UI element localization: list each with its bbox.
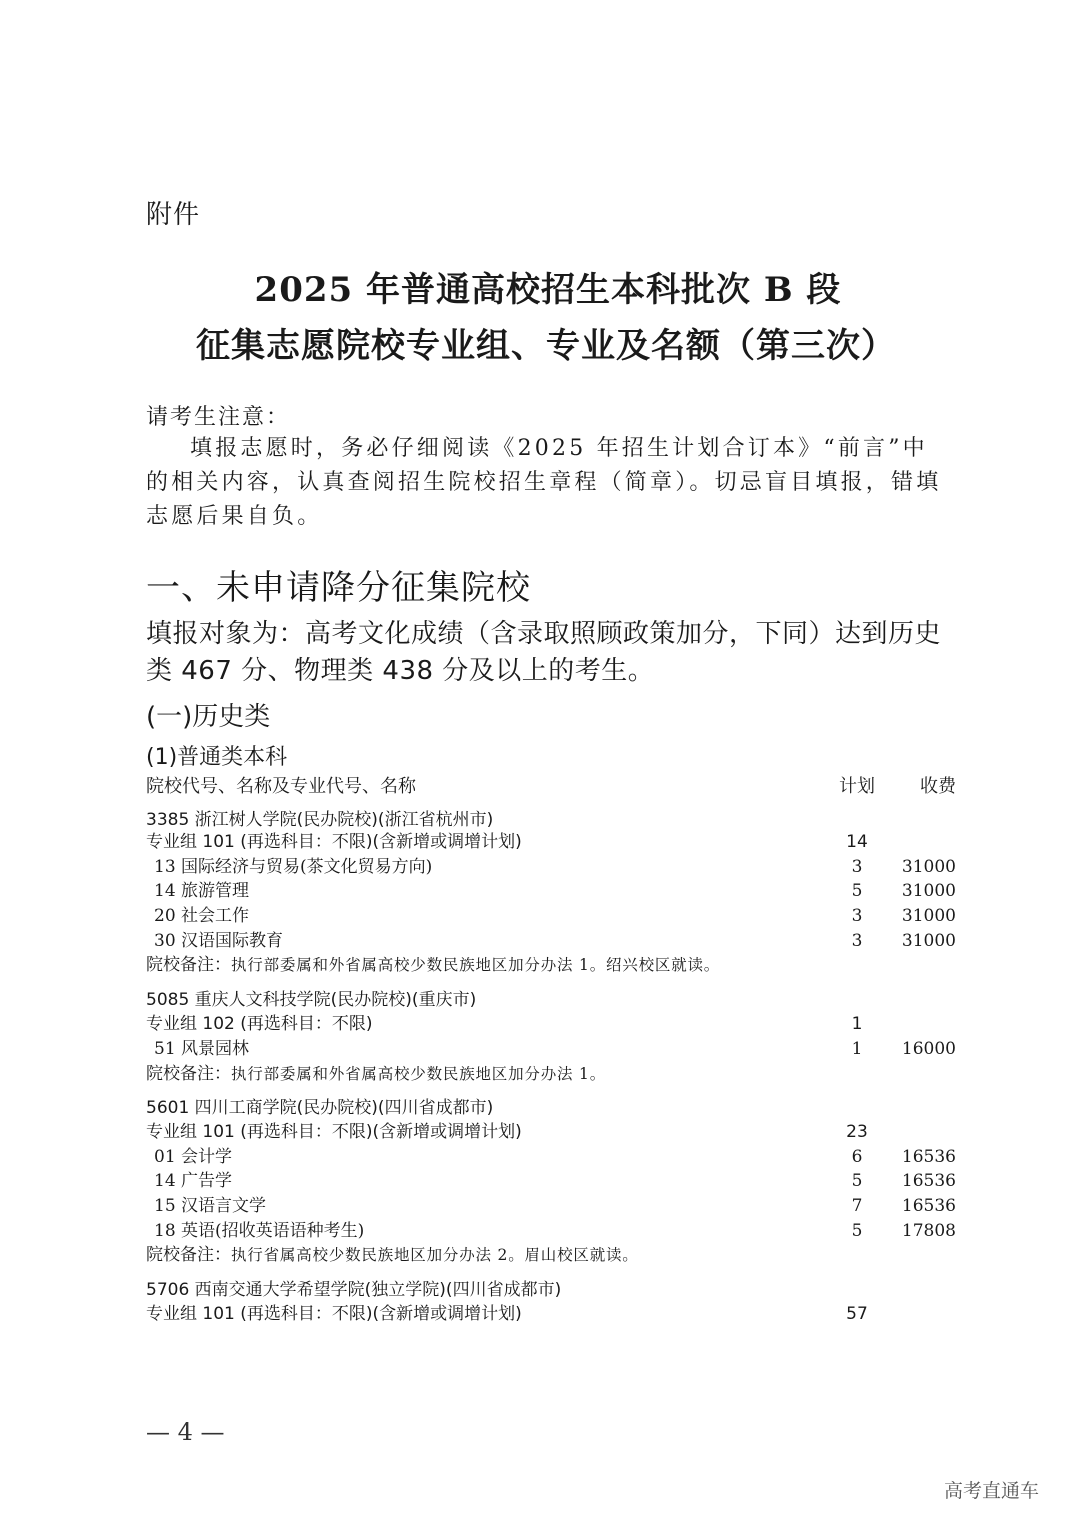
tuition-fee: 16536 (901, 1196, 956, 1216)
category-heading: (1)普通类本科 (146, 745, 288, 770)
header-fee-column: 收费 (920, 776, 956, 797)
major-text: 14 旅游管理 (154, 881, 250, 901)
plan-count: 23 (846, 1122, 868, 1142)
tuition-fee: 16000 (901, 1039, 956, 1059)
table-row-major (146, 1194, 956, 1219)
table-row-group (146, 1120, 956, 1145)
major-text: 51 风景园林 (154, 1039, 250, 1059)
note-text (146, 953, 720, 977)
note-label: 院校备注： (146, 955, 231, 975)
notice-body: 填报志愿时，务必仔细阅读《2025 年招生计划合订本》“前言”中的相关内容，认真查阅招生院校招生章程（简章）。切忌盲目填报，错填志愿后果自负。 (146, 436, 942, 529)
plan-count: 3 (851, 931, 863, 951)
table-row-major (146, 1145, 956, 1170)
table-row-group (146, 830, 956, 855)
table-row-major (146, 879, 956, 904)
attachment-label: 附件 (146, 200, 201, 230)
plan-count: 7 (851, 1196, 863, 1216)
table-row-school (146, 1096, 956, 1121)
major-text: 13 国际经济与贸易(茶文化贸易方向) (154, 857, 433, 877)
plan-count: 1 (851, 1014, 863, 1034)
group-text: 专业组 101 (再选科目：不限)(含新增或调增计划) (146, 1122, 522, 1142)
major-text: 18 英语(招收英语语种考生) (154, 1221, 365, 1241)
section-target-description: 填报对象为：高考文化成绩（含录取照顾政策加分，下同）达到历史类 467 分、物理类 438 分及以上的考生。 (146, 619, 942, 686)
notice-heading: 请考生注意： (146, 405, 291, 430)
table-row-note (146, 1062, 956, 1087)
table-header (146, 772, 956, 798)
table-row-major (146, 1037, 956, 1062)
table-row-group (146, 1302, 956, 1327)
group-text: 专业组 101 (再选科目：不限)(含新增或调增计划) (146, 1304, 522, 1324)
note-label: 院校备注： (146, 1245, 231, 1265)
plan-count: 3 (851, 857, 863, 877)
plan-count: 5 (851, 1171, 863, 1191)
table-row-note (146, 953, 956, 978)
major-text: 20 社会工作 (154, 906, 250, 926)
tuition-fee: 16536 (901, 1171, 956, 1191)
table-row-school (146, 1278, 956, 1303)
subsection-heading: (一)历史类 (146, 702, 271, 732)
school-text: 3385 浙江树人学院(民办院校)(浙江省杭州市) (146, 810, 494, 830)
note-text (146, 1062, 606, 1086)
plan-count: 57 (846, 1304, 868, 1324)
tuition-fee: 31000 (901, 881, 956, 901)
note-body: 执行部委属和外省属高校少数民族地区加分办法 1。绍兴校区就读。 (231, 956, 721, 974)
tuition-fee: 31000 (901, 931, 956, 951)
document-title-line-2: 征集志愿院校专业组、专业及名额（第三次） (196, 326, 896, 366)
table-row-major (146, 1169, 956, 1194)
table-row-major (146, 904, 956, 929)
table-row-school (146, 988, 956, 1013)
school-text: 5085 重庆人文科技学院(民办院校)(重庆市) (146, 990, 477, 1010)
plan-count: 5 (851, 881, 863, 901)
note-body: 执行省属高校少数民族地区加分办法 2。眉山校区就读。 (231, 1246, 639, 1264)
major-text: 30 汉语国际教育 (154, 931, 284, 951)
tuition-fee: 31000 (901, 906, 956, 926)
table-row-group (146, 1012, 956, 1037)
group-text: 专业组 102 (再选科目：不限) (146, 1014, 373, 1034)
tuition-fee: 31000 (901, 857, 956, 877)
school-text: 5601 四川工商学院(民办院校)(四川省成都市) (146, 1098, 494, 1118)
group-text: 专业组 101 (再选科目：不限)(含新增或调增计划) (146, 832, 522, 852)
watermark: 高考直通车 (944, 1480, 1040, 1502)
plan-count: 3 (851, 906, 863, 926)
tuition-fee: 17808 (901, 1221, 956, 1241)
plan-count: 6 (851, 1147, 863, 1167)
header-name-column: 院校代号、名称及专业代号、名称 (146, 776, 416, 797)
tuition-fee: 16536 (901, 1147, 956, 1167)
page-number: — 4 — (146, 1418, 225, 1446)
note-label: 院校备注： (146, 1064, 231, 1084)
table-row-major (146, 855, 956, 880)
document-title-line-1: 2025 年普通高校招生本科批次 B 段 (254, 270, 842, 310)
school-text: 5706 西南交通大学希望学院(独立学院)(四川省成都市) (146, 1280, 562, 1300)
table-row-major (146, 1219, 956, 1244)
major-text: 01 会计学 (154, 1147, 233, 1167)
plan-count: 1 (851, 1039, 863, 1059)
plan-count: 14 (846, 832, 868, 852)
major-text: 14 广告学 (154, 1171, 233, 1191)
table-row-major (146, 929, 956, 954)
header-plan-column: 计划 (839, 776, 875, 797)
section-heading: 一、未申请降分征集院校 (146, 568, 531, 608)
major-text: 15 汉语言文学 (154, 1196, 267, 1216)
note-body: 执行部委属和外省属高校少数民族地区加分办法 1。 (231, 1065, 606, 1083)
note-text (146, 1243, 639, 1267)
table-row-note (146, 1243, 956, 1268)
plan-count: 5 (851, 1221, 863, 1241)
